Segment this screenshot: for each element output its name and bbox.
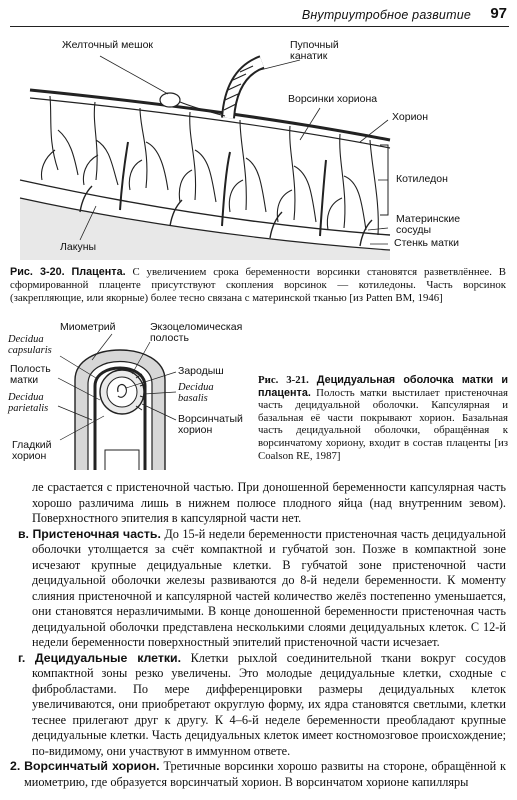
caption-title: Плацента. <box>71 266 126 278</box>
caption-number: Рис. 3-21. <box>258 374 309 386</box>
label-umbilical-cord: Пупочный канатик <box>290 39 339 62</box>
item-title: Децидуальные клетки. <box>34 650 182 665</box>
header-rule <box>10 26 509 27</box>
caption-text: Полость матки выстилает пристеночная часть децидуальной оболочки. Капсулярная и базальная её части покрывают хорион. Базальная часть децидуальной оболочки, обращённая к ворсинчатому хориону, входит в состав плаценты [из Coalson RE, 1987] <box>258 386 509 462</box>
label-uterine-wall: Стенкь матки <box>394 237 459 249</box>
page-header <box>0 0 517 30</box>
label-villous-chorion: Ворсинчатый хорион <box>178 413 243 436</box>
caption-text: С увеличением срока беременности ворсинки становятся разветвлённее. В сформированной плаценте присутствуют скопления ворсинок — котиледоны. Часть ворсинок (закрепляющие, или якорные) более тесно связана с материнской тканью [из Patten BM, 1946] <box>10 266 506 304</box>
item-title: Ворсинчатый хорион. <box>24 759 160 773</box>
label-exocoelomic-cavity: Экзоцеломическая полость <box>150 321 243 344</box>
item-text: Третичные ворсинки хорошо развиты на стороне, обращённой к миометрию, где образуется ворсинчатый хорион. В ворсинчатом хорионе капилляры <box>24 759 507 789</box>
label-smooth-chorion: Гладкий хорион <box>12 439 52 462</box>
paragraph-continuation: ле срастается с пристеночной частью. При доношенной беременности капсулярная часть хорошо различима лишь в нижнем полюсе плодного яйца (над внутренним зевом). Поверхностного эпителия в капсулярной части нет. <box>32 480 506 525</box>
item-marker: г. <box>18 650 26 665</box>
list-item-2 <box>10 759 506 790</box>
label-decidua-capsularis: Decidua capsularis <box>8 334 52 356</box>
figure-caption-3-21 <box>258 374 508 462</box>
item-marker: в. <box>18 526 29 541</box>
label-myometrium: Миометрий <box>60 321 116 333</box>
label-yolk-sac: Желточный мешок <box>62 39 153 51</box>
label-chorionic-villi: Ворсинки хориона <box>288 93 378 105</box>
figure-caption-3-20 <box>10 266 506 305</box>
figure-placenta <box>0 30 517 260</box>
label-lacunae: Лакуны <box>60 241 97 253</box>
label-decidua-parietalis: Decidua parietalis <box>8 392 49 414</box>
label-uterine-cavity: Полость матки <box>10 363 51 386</box>
item-text: До 15-й недели беременности пристеночная часть децидуальной оболочки утолщается за счёт компактной и губчатой зон. Позже в компактной зоне исчезают крупные децидуальные клетки. В губчатой зоне пристеночной части децидуальной оболочки железы развиваются до 8-й недели беременности. К моменту слияния пристеночной и капсулярной частей количество желёз постепенно уменьшается, они становятся неразличимыми. В конце доношенной беременности пристеночная часть децидуальной оболочки представлена несколькими слоями децидуальных клеток. С 12-й недели беременности поверхностный эпителий пристеночной части исчезает. <box>32 526 506 649</box>
caption-number: Рис. 3-20. <box>10 266 65 278</box>
figure-decidua <box>0 320 260 480</box>
list-item-v <box>10 527 506 651</box>
caption-title: Децидуальная оболочка матки и плацента. <box>258 374 509 399</box>
running-title: Внутриутробное развитие <box>301 8 471 22</box>
page-number: 97 <box>490 5 507 22</box>
item-text: Клетки рыхлой соединительной ткани вокруг сосудов компактной зоны резко увеличены. Это молодые децидуальные клетки, сходные с фибробластами. По мере дифференцировки размеры децидуальных клеток увеличиваются, они приобретают округлую форму, их ядра становятся светлыми, клетки теснее прилегают друг к другу. К 4–6-й неделе беременности преобладают крупные децидуальные клетки. Часть децидуальных клеток имеет костномозговое происхождение; по-видимому, они участвуют в иммунном ответе. <box>32 650 506 758</box>
item-title: Пристеночная часть. <box>32 526 161 541</box>
label-cotyledon: Котиледон <box>396 173 448 185</box>
label-chorion: Хорион <box>392 111 429 123</box>
label-decidua-basalis: Decidua basalis <box>178 382 214 404</box>
label-maternal-vessels: Материнские сосуды <box>396 213 461 236</box>
label-embryo: Зародыш <box>178 365 224 377</box>
item-marker: 2. <box>10 759 21 773</box>
body-text <box>10 480 506 790</box>
list-item-g <box>10 651 506 760</box>
